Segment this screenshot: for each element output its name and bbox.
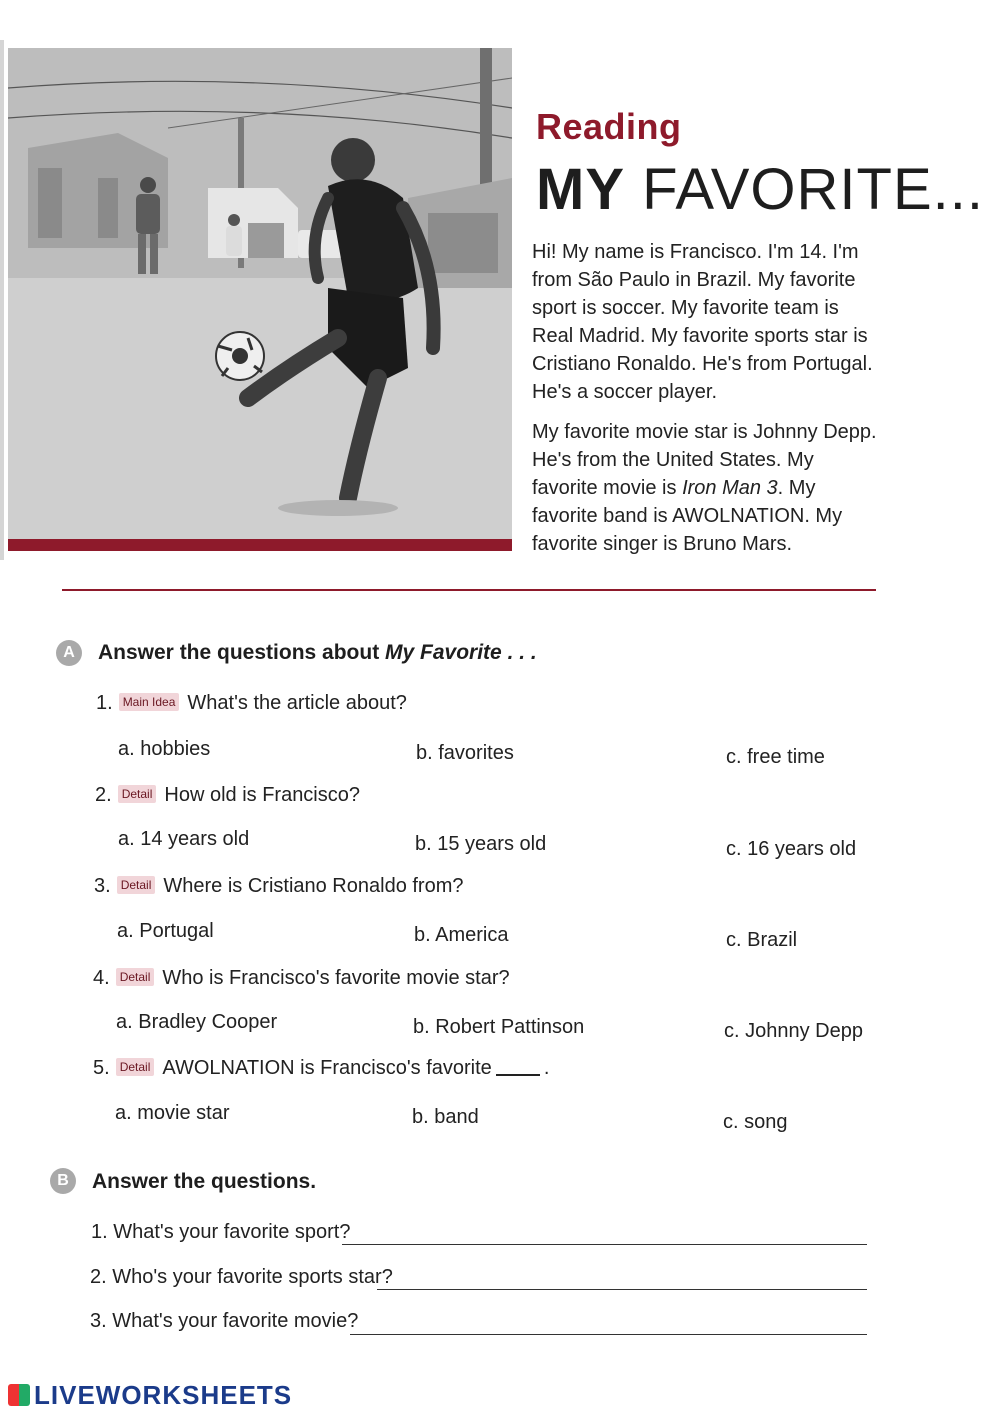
question-2-option-c[interactable]: c. 16 years old bbox=[726, 838, 857, 860]
section-b-question-2: 2. Who's your favorite sports star? bbox=[90, 1266, 393, 1288]
section-a-title-text: Answer the questions about bbox=[98, 641, 386, 664]
question-4-option-a[interactable]: a. Bradley Cooper bbox=[116, 1011, 278, 1033]
section-b-question-1: 1. What's your favorite sport? bbox=[91, 1221, 351, 1243]
question-2 bbox=[95, 784, 360, 807]
question-5-text-end: . bbox=[543, 1057, 550, 1079]
photo-boy-playing-soccer bbox=[8, 48, 512, 548]
section-b-question-3: 3. What's your favorite movie? bbox=[90, 1310, 359, 1332]
article-paragraph-1: Hi! My name is Francisco. I'm 14. I'm from São Paulo in Brazil. My favorite sport is soccer. My favorite team is Real Madrid. My favorite sports star is Cristiano Ronaldo. He's from Portugal. He's a soccer player. bbox=[532, 241, 873, 403]
question-2-option-a[interactable]: a. 14 years old bbox=[118, 828, 250, 850]
question-5-option-a[interactable]: a. movie star bbox=[115, 1102, 230, 1124]
question-5-text: AWOLNATION is Francisco's favorite bbox=[162, 1057, 492, 1079]
question-3-text: Where is Cristiano Ronaldo from? bbox=[163, 875, 464, 897]
question-1-option-c[interactable]: c. free time bbox=[726, 746, 825, 768]
liveworksheets-logo-text: LIVEWORKSHEETS bbox=[34, 1380, 293, 1410]
section-b-badge: B bbox=[50, 1168, 76, 1194]
question-4 bbox=[93, 967, 510, 990]
question-4-number: 4. bbox=[93, 967, 110, 989]
question-3-number: 3. bbox=[94, 875, 111, 897]
question-5-tag: Detail bbox=[116, 1058, 155, 1076]
question-4-option-b[interactable]: b. Robert Pattinson bbox=[413, 1016, 585, 1038]
section-a-title bbox=[98, 641, 537, 665]
question-1-option-a[interactable]: a. hobbies bbox=[118, 738, 211, 760]
liveworksheets-logo[interactable] bbox=[8, 1380, 292, 1411]
section-b-title: Answer the questions. bbox=[92, 1170, 317, 1193]
question-5-blank[interactable] bbox=[496, 1074, 540, 1076]
photo-illustration bbox=[8, 48, 512, 548]
section-b-answer-2[interactable] bbox=[377, 1289, 867, 1290]
question-3-option-b[interactable]: b. America bbox=[414, 924, 509, 946]
question-3 bbox=[94, 875, 464, 898]
photo-accent-bar bbox=[8, 539, 512, 551]
article-p2-movie: Iron Man 3 bbox=[682, 477, 778, 499]
question-1-number: 1. bbox=[96, 692, 113, 714]
question-5-option-c[interactable]: c. song bbox=[723, 1111, 788, 1133]
section-b-answer-3[interactable] bbox=[350, 1334, 867, 1335]
section-a-badge: A bbox=[56, 640, 82, 666]
question-2-tag: Detail bbox=[118, 785, 157, 803]
article-body bbox=[532, 238, 877, 570]
question-1-text: What's the article about? bbox=[187, 692, 407, 714]
page-edge-shadow bbox=[0, 40, 4, 560]
question-5-option-b[interactable]: b. band bbox=[412, 1106, 479, 1128]
question-2-option-b[interactable]: b. 15 years old bbox=[415, 833, 547, 855]
question-5-number: 5. bbox=[93, 1057, 110, 1079]
question-3-tag: Detail bbox=[117, 876, 156, 894]
article-title bbox=[536, 156, 984, 223]
article-p2-end: . My favorite band is AWOLNATION. My favorite singer is Bruno Mars. bbox=[532, 477, 843, 555]
section-b-answer-1[interactable] bbox=[342, 1244, 867, 1245]
article-title-rest: FAVORITE... bbox=[642, 157, 984, 222]
liveworksheets-logo-icon bbox=[8, 1384, 30, 1406]
question-4-text: Who is Francisco's favorite movie star? bbox=[162, 967, 510, 989]
question-4-option-c[interactable]: c. Johnny Depp bbox=[724, 1020, 863, 1042]
section-a-title-italic: My Favorite . . . bbox=[385, 641, 537, 664]
article-p2-start: My favorite movie star is Johnny Depp. He's from the United States. My favorite movie is bbox=[532, 421, 877, 499]
question-3-option-c[interactable]: c. Brazil bbox=[726, 929, 798, 951]
article-title-bold: MY bbox=[536, 157, 625, 222]
question-3-option-a[interactable]: a. Portugal bbox=[117, 920, 214, 942]
article-paragraph-2 bbox=[532, 418, 877, 558]
question-1 bbox=[96, 692, 407, 715]
question-4-tag: Detail bbox=[116, 968, 155, 986]
question-1-option-b[interactable]: b. favorites bbox=[416, 742, 514, 764]
question-2-number: 2. bbox=[95, 784, 112, 806]
reading-label: Reading bbox=[536, 106, 682, 147]
section-divider bbox=[62, 589, 876, 591]
question-2-text: How old is Francisco? bbox=[164, 784, 360, 806]
question-1-tag: Main Idea bbox=[119, 693, 180, 711]
question-5 bbox=[93, 1057, 549, 1080]
